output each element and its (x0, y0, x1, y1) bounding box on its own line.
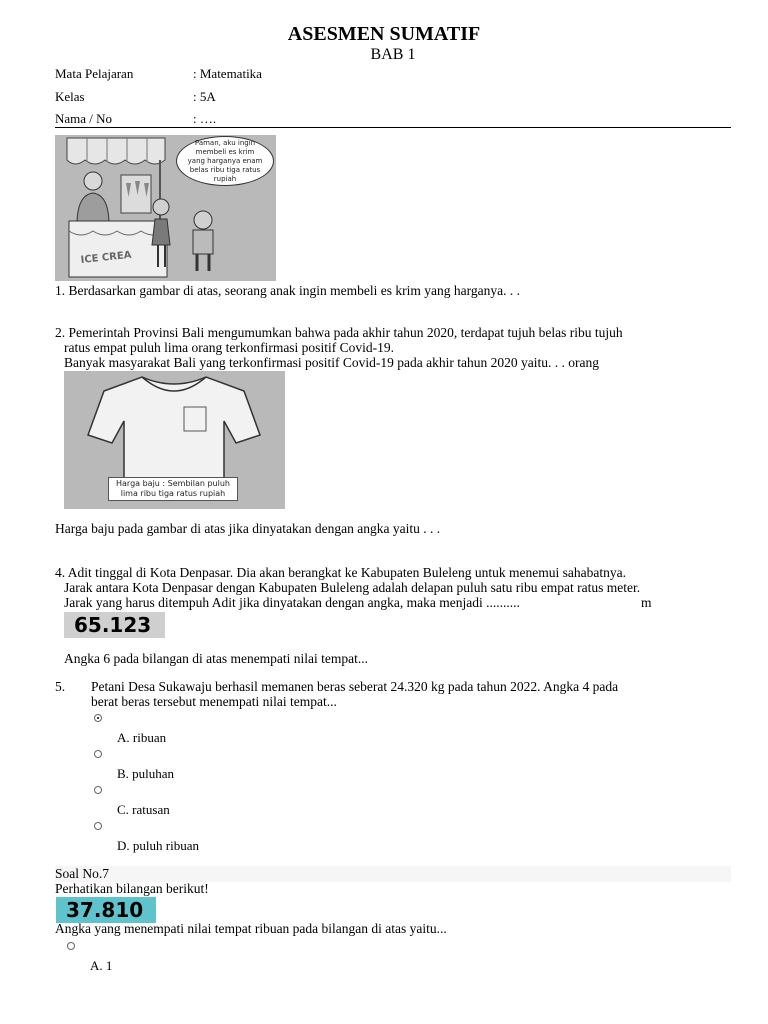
tshirt-illustration (64, 371, 285, 509)
question-5-number: 5. (55, 679, 66, 694)
header-divider (55, 127, 731, 128)
question-1-text: 1. Berdasarkan gambar di atas, seorang anak ingin membeli es krim yang harganya. . . (55, 283, 520, 298)
question-3-text: Harga baju pada gambar di atas jika dinyatakan dengan angka yaitu . . . (55, 521, 441, 536)
price-tag: Harga baju : Sembilan puluh lima ribu tiga ratus rupiah (108, 477, 238, 501)
meta-value-class: : 5A (193, 89, 216, 104)
question-5-line-2: berat beras tersebut menempati nilai tempat... (91, 694, 337, 709)
question-4-line-1: 4. Adit tinggal di Kota Denpasar. Dia akan berangkat ke Kabupaten Buleleng untuk menemui sahabatnya. (55, 565, 626, 580)
option-d-label[interactable]: D. puluh ribuan (117, 838, 199, 853)
page-title: ASESMEN SUMATIF (287, 23, 481, 45)
speech-bubble: Paman, aku ingin membeli es krim yang harganya enam belas ribu tiga ratus rupiah (176, 136, 274, 186)
question-7-text: Angka yang menempati nilai tempat ribuan pada bilangan di atas yaitu... (55, 921, 447, 936)
question-2-line-1: 2. Pemerintah Provinsi Bali mengumumkan bahwa pada akhir tahun 2020, terdapat tujuh belas ribu tujuh (55, 325, 623, 340)
option-c-radio[interactable] (94, 786, 102, 794)
ice-cream-illustration (55, 135, 276, 281)
question-7-heading: Soal No.7 (55, 866, 109, 881)
question-7-option-a-label[interactable]: A. 1 (90, 958, 113, 973)
question-7-intro: Perhatikan bilangan berikut! (55, 881, 209, 896)
option-a-radio[interactable] (94, 714, 102, 722)
question-5-line-1: Petani Desa Sukawaju berhasil memanen beras seberat 24.320 kg pada tahun 2022. Angka 4 pada (91, 679, 619, 694)
question-7-heading-bar (55, 866, 731, 882)
option-c-label[interactable]: C. ratusan (117, 802, 170, 817)
meta-label-name: Nama / No (55, 111, 113, 126)
question-4-line-2: Jarak antara Kota Denpasar dengan Kabupaten Buleleng adalah delapan puluh satu ribu empat ratus meter. (64, 580, 641, 595)
question-2-line-2: ratus empat puluh lima orang terkonfirmasi positif Covid-19. (64, 340, 394, 355)
meta-value-name: : …. (193, 111, 217, 126)
option-b-radio[interactable] (94, 750, 102, 758)
meta-value-subject: : Matematika (193, 66, 262, 81)
meta-label-subject: Mata Pelajaran (55, 66, 134, 81)
option-a-label[interactable]: A. ribuan (117, 730, 167, 745)
page-subtitle: BAB 1 (370, 46, 416, 63)
place-value-question-text: Angka 6 pada bilangan di atas menempati nilai tempat... (64, 651, 369, 666)
question-4-line-3: Jarak yang harus ditempuh Adit jika dinyatakan dengan angka, maka menjadi .......... (64, 595, 520, 610)
option-b-label[interactable]: B. puluhan (117, 766, 175, 781)
question-2-line-3: Banyak masyarakat Bali yang terkonfirmasi positif Covid-19 pada akhir tahun 2020 yaitu. . . orang (64, 355, 599, 370)
number-display-box: 65.123 (64, 612, 165, 638)
question-7-option-a-radio[interactable] (67, 942, 75, 950)
question-4-unit: m (641, 595, 652, 610)
cart-label: ICE CREA (80, 249, 133, 266)
option-d-radio[interactable] (94, 822, 102, 830)
number-display-box-teal: 37.810 (56, 897, 156, 923)
meta-label-class: Kelas (55, 89, 85, 104)
